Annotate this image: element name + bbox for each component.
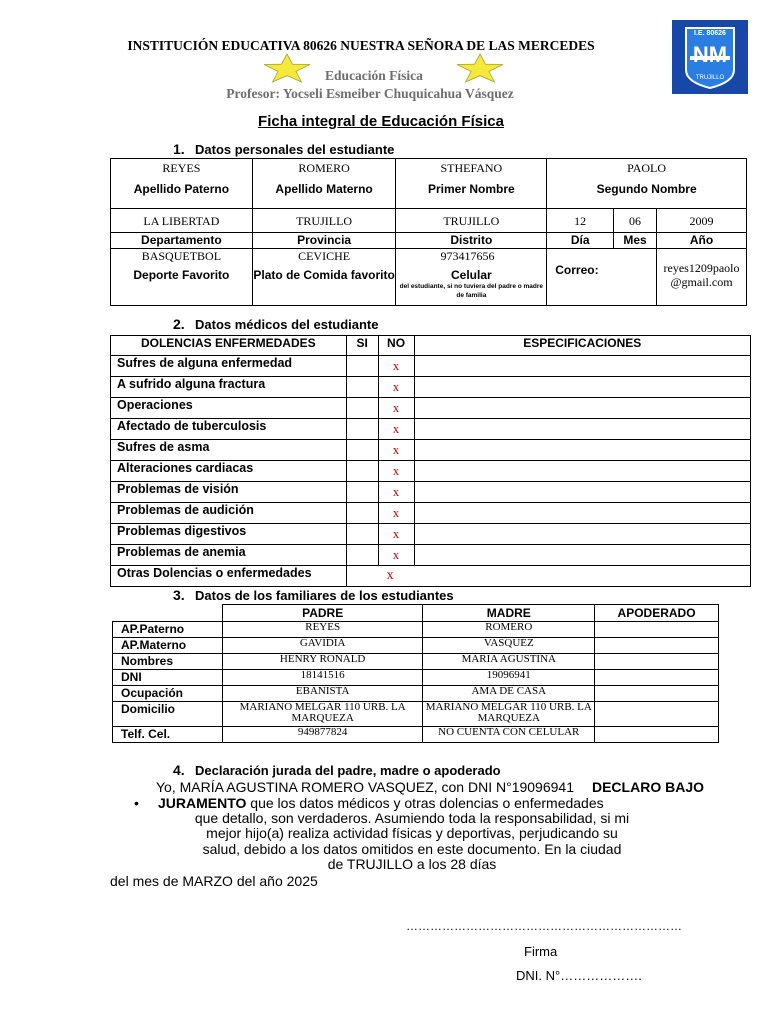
family-madre: ROMERO	[423, 622, 595, 638]
medical-row-label: Operaciones	[111, 398, 347, 419]
col-madre: MADRE	[423, 605, 595, 622]
medical-row-no: x	[378, 440, 414, 461]
medical-row-label: Problemas digestivos	[111, 524, 347, 545]
medical-row-si	[346, 461, 378, 482]
medical-row-label: A sufrido alguna fractura	[111, 377, 347, 398]
medical-row-spec	[414, 398, 750, 419]
medical-row-no: x	[378, 419, 414, 440]
medical-row-label: Problemas de anemia	[111, 545, 347, 566]
apellido-paterno-label: Apellido Paterno	[133, 182, 230, 196]
segundo-nombre-value: PAOLO	[627, 161, 667, 175]
provincia-value	[252, 209, 396, 233]
family-madre: NO CUENTA CON CELULAR	[423, 727, 595, 743]
distrito-value	[396, 209, 547, 233]
medical-row-no: x	[378, 398, 414, 419]
family-padre: 18141516	[222, 670, 423, 686]
declaration-line-5: salud, debido a los datos omitidos en este documento. En la ciudad	[202, 841, 622, 857]
medical-row-spec	[414, 545, 750, 566]
declaration-line-1-text: Yo, MARÍA AGUSTINA ROMERO VASQUEZ, con DNI N°19096941	[156, 779, 574, 795]
declaration-line-6: de TRUJILLO a los 28 días	[327, 856, 497, 872]
celular-value: 973417656	[440, 249, 495, 263]
distrito-value-text: TRUJILLO	[443, 213, 500, 228]
primer-nombre-value: STHEFANO	[440, 161, 503, 175]
provincia-label	[252, 233, 396, 249]
family-padre: MARIANO MELGAR 110 URB. LA MARQUEZA	[222, 702, 423, 727]
family-data-table	[112, 604, 719, 743]
deporte-label: Deporte Favorito	[133, 268, 230, 282]
correo-label: Correo:	[555, 263, 599, 277]
family-row-label: AP.Paterno	[113, 622, 223, 638]
medical-row-spec	[414, 503, 750, 524]
family-apoderado	[595, 702, 719, 727]
medical-row-no: x	[378, 356, 414, 377]
declaration-line-4: mejor hijo(a) realiza actividad físicas y deportivas, perjudicando su	[206, 825, 618, 841]
medical-row-no: x	[378, 524, 414, 545]
section1-number: 1.	[173, 141, 185, 157]
mes-label	[614, 233, 657, 249]
signature-line: ……………………………………………………………	[406, 919, 682, 933]
correo-value: reyes1209paolo @gmail.com	[663, 261, 740, 289]
col-apoderado: APODERADO	[595, 605, 719, 622]
section2-number: 2.	[173, 316, 185, 332]
anio-value-text: 2009	[689, 213, 714, 228]
declaration-line-1	[156, 779, 704, 795]
family-row-label: Telf. Cel.	[113, 727, 223, 743]
declaration-line-2-text: que los datos médicos y otras dolencias o enfermedades	[246, 795, 604, 811]
bullet-icon: •	[134, 795, 139, 811]
medical-row-spec	[414, 419, 750, 440]
logo-bottom-text: TRUJILLO	[695, 75, 725, 81]
departamento-value	[111, 209, 253, 233]
celular-note: del estudiante, si no tuviera del padre o madre de familia	[399, 283, 544, 299]
distrito-label	[396, 233, 547, 249]
mes-value-text: 06	[629, 213, 642, 228]
col-dolencias: DOLENCIAS ENFERMEDADES	[111, 336, 347, 356]
section1-title: Datos personales del estudiante	[195, 142, 395, 157]
family-row-label: Nombres	[113, 654, 223, 670]
family-apoderado	[595, 622, 719, 638]
dia-label	[547, 233, 614, 249]
family-madre: MARIANO MELGAR 110 URB. LA MARQUEZA	[423, 702, 595, 727]
section2-title: Datos médicos del estudiante	[195, 317, 379, 332]
dni-signature-field: DNI. N°……………….	[516, 968, 642, 983]
mes-label-text: Mes	[623, 233, 647, 247]
apellido-materno-cell	[252, 159, 396, 209]
family-row-label: DNI	[113, 670, 223, 686]
medical-data-table	[110, 335, 751, 587]
apellido-paterno-value: REYES	[162, 161, 201, 175]
logo-initials: NM	[692, 42, 728, 67]
family-row-label: Domicilio	[113, 702, 223, 727]
declaro-bajo-text: DECLARO BAJO	[591, 779, 704, 795]
medical-row-si	[346, 482, 378, 503]
medical-row-no: x	[378, 377, 414, 398]
provincia-value-text: TRUJILLO	[296, 213, 353, 228]
plato-cell	[252, 249, 396, 306]
provincia-label-text: Provincia	[297, 233, 352, 247]
family-apoderado	[595, 670, 719, 686]
family-apoderado	[595, 638, 719, 654]
family-padre: REYES	[222, 622, 423, 638]
section4-heading	[173, 762, 501, 778]
family-madre: AMA DE CASA	[423, 686, 595, 702]
col-padre: PADRE	[222, 605, 423, 622]
logo-top-text: I.E. 80626	[694, 30, 726, 37]
medical-row-label: Sufres de asma	[111, 440, 347, 461]
declaration-line-3: que detallo, son verdaderos. Asumiendo toda la responsabilidad, si mi	[194, 810, 630, 826]
departamento-label-text: Departamento	[141, 233, 222, 247]
celular-label: Celular	[450, 268, 492, 282]
family-padre: EBANISTA	[222, 686, 423, 702]
medical-row-spec	[414, 356, 750, 377]
plato-value: CEVICHE	[298, 249, 351, 263]
medical-row-spec	[414, 377, 750, 398]
juramento-text: JURAMENTO	[158, 795, 247, 811]
section3-heading	[173, 587, 454, 603]
distrito-label-text: Distrito	[450, 233, 493, 247]
section3-number: 3.	[173, 587, 185, 603]
medical-row-si	[346, 419, 378, 440]
col-especificaciones: ESPECIFICACIONES	[414, 336, 750, 356]
family-madre: MARIA AGUSTINA	[423, 654, 595, 670]
family-row-label: Ocupación	[113, 686, 223, 702]
family-madre: 19096941	[423, 670, 595, 686]
institution-name: INSTITUCIÓN EDUCATIVA 80626 NUESTRA SEÑORA DE LAS MERCEDES	[127, 38, 595, 53]
page-title: Ficha integral de Educación Física	[258, 113, 504, 130]
medical-row-spec	[414, 482, 750, 503]
family-row-label: AP.Materno	[113, 638, 223, 654]
celular-cell	[396, 249, 547, 306]
mes-value	[614, 209, 657, 233]
medical-row-label: Sufres de alguna enfermedad	[111, 356, 347, 377]
deporte-cell	[111, 249, 253, 306]
teacher-name: Profesor: Yocseli Esmeiber Chuquicahua Vásquez	[226, 86, 514, 101]
primer-nombre-label: Primer Nombre	[427, 182, 515, 196]
correo-value-cell	[657, 249, 747, 306]
medical-row-si	[346, 440, 378, 461]
family-corner	[113, 605, 223, 622]
section1-heading	[173, 141, 394, 157]
medical-row-label: Problemas de visión	[111, 482, 347, 503]
family-apoderado	[595, 654, 719, 670]
anio-value	[657, 209, 747, 233]
anio-label	[657, 233, 747, 249]
anio-label-text: Año	[689, 233, 714, 247]
plato-label: Plato de Comida favorito	[253, 268, 395, 282]
medical-row-spec	[414, 440, 750, 461]
medical-row-si	[346, 398, 378, 419]
segundo-nombre-cell	[547, 159, 747, 209]
medical-row-si	[346, 545, 378, 566]
section4-title: Declaración jurada del padre, madre o apoderado	[195, 763, 501, 778]
subject-name: Educación Física	[325, 68, 423, 83]
col-no: NO	[378, 336, 414, 356]
correo-label-cell	[547, 249, 657, 306]
section4-number: 4.	[173, 762, 185, 778]
medical-row-label: Alteraciones cardiacas	[111, 461, 347, 482]
medical-row-si	[346, 356, 378, 377]
departamento-label	[111, 233, 253, 249]
apellido-materno-label: Apellido Materno	[275, 182, 373, 196]
section2-heading	[173, 316, 379, 332]
medical-row-si	[346, 377, 378, 398]
family-padre: 949877824	[222, 727, 423, 743]
medical-row-si	[346, 524, 378, 545]
section3-title: Datos de los familiares de los estudiantes	[195, 588, 454, 603]
family-apoderado	[595, 686, 719, 702]
medical-row-label: Afectado de tuberculosis	[111, 419, 347, 440]
medical-row-no: x	[378, 545, 414, 566]
otras-dolencias-mark: x	[386, 568, 394, 583]
medical-row-no: x	[378, 482, 414, 503]
otras-dolencias-cell	[346, 566, 750, 587]
family-padre: GAVIDIA	[222, 638, 423, 654]
deporte-value: BASQUETBOL	[141, 249, 222, 263]
personal-data-table	[110, 158, 747, 306]
family-apoderado	[595, 727, 719, 743]
medical-row-si	[346, 503, 378, 524]
departamento-value-text: LA LIBERTAD	[143, 213, 220, 228]
segundo-nombre-label: Segundo Nombre	[596, 182, 697, 196]
family-padre: HENRY RONALD	[222, 654, 423, 670]
declaration-line-7: del mes de MARZO del año 2025	[110, 873, 318, 889]
declaration-line-2	[158, 795, 668, 811]
apellido-materno-value: ROMERO	[298, 161, 350, 175]
dia-label-text: Día	[570, 233, 590, 247]
school-logo	[672, 20, 748, 94]
dia-value-text: 12	[574, 213, 587, 228]
col-si: SI	[346, 336, 378, 356]
medical-row-no: x	[378, 461, 414, 482]
medical-row-no: x	[378, 503, 414, 524]
primer-nombre-cell	[396, 159, 547, 209]
family-madre: VASQUEZ	[423, 638, 595, 654]
firma-label: Firma	[524, 944, 558, 959]
medical-row-label: Problemas de audición	[111, 503, 347, 524]
medical-row-spec	[414, 524, 750, 545]
otras-dolencias-label: Otras Dolencias o enfermedades	[111, 566, 347, 587]
medical-row-spec	[414, 461, 750, 482]
dia-value	[547, 209, 614, 233]
apellido-paterno-cell	[111, 159, 253, 209]
